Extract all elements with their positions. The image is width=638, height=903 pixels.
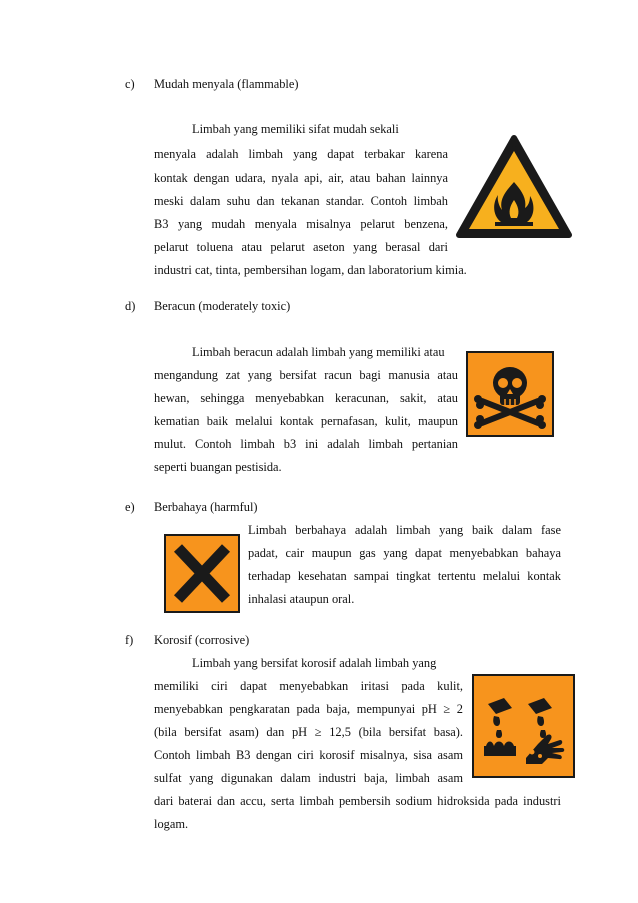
section-f-line-2: memiliki ciri dapat menyebabkan iritasi pada kulit, bbox=[154, 679, 463, 693]
section-d-line-4: kematian baik melalui kontak pernafasan, kulit, maupun bbox=[154, 414, 458, 428]
section-f-heading: Korosif (corrosive) bbox=[154, 633, 250, 647]
section-f-line-1: Limbah yang bersifat korosif adalah limbah yang bbox=[192, 656, 437, 670]
section-f-marker: f) bbox=[125, 633, 134, 647]
section-e-marker: e) bbox=[125, 500, 135, 514]
section-d-line-6: seperti buangan pestisida. bbox=[154, 460, 282, 474]
section-d-line-1: Limbah beracun adalah limbah yang memiliki atau bbox=[192, 345, 445, 359]
section-e-line-1: Limbah berbahaya adalah limbah yang baik dalam fase bbox=[248, 523, 561, 537]
section-d-marker: d) bbox=[125, 299, 136, 313]
section-d-line-2: mengandung zat yang bersifat racun bagi manusia atau bbox=[154, 368, 458, 382]
section-e-line-4: inhalasi ataupun oral. bbox=[248, 592, 355, 606]
section-c-line-4: meski dalam suhu dan tekanan standar. Contoh limbah bbox=[154, 194, 448, 208]
section-e-heading: Berbahaya (harmful) bbox=[154, 500, 258, 514]
section-f-line-4: (bila bersifat asam) dan pH ≥ 12,5 (bila bersifat basa). bbox=[154, 725, 463, 739]
section-c-line-6: pelarut toluena atau pelarut aseton yang berasal dari bbox=[154, 240, 448, 254]
section-e-line-3: terhadap kesehatan sampai tingkat tertentu melalui kontak bbox=[248, 569, 561, 583]
toxic-skull-icon bbox=[466, 351, 554, 437]
flammable-warning-icon bbox=[455, 134, 573, 240]
section-f-line-5: Contoh limbah B3 dengan ciri korosif misalnya, sisa asam bbox=[154, 748, 463, 762]
section-f-line-6: sulfat yang digunakan dalam industri baja, limbah asam bbox=[154, 771, 463, 785]
section-c-line-1: Limbah yang memiliki sifat mudah sekali bbox=[192, 122, 399, 136]
section-d-heading: Beracun (moderately toxic) bbox=[154, 299, 291, 313]
corrosive-icon bbox=[472, 674, 575, 778]
section-c-heading: Mudah menyala (flammable) bbox=[154, 77, 299, 91]
section-c-marker: c) bbox=[125, 77, 135, 91]
section-c-line-7: industri cat, tinta, pembersihan logam, dan laboratorium kimia. bbox=[154, 263, 467, 277]
section-c-line-5: B3 yang mudah menyala misalnya pelarut benzena, bbox=[154, 217, 448, 231]
section-f-line-8: logam. bbox=[154, 817, 189, 831]
section-e-line-2: padat, cair maupun gas yang dapat menyebabkan bahaya bbox=[248, 546, 561, 560]
harmful-x-icon bbox=[164, 534, 240, 613]
section-c-line-3: kontak dengan udara, nyala api, air, atau bahan lainnya bbox=[154, 171, 448, 185]
section-c-line-2: menyala adalah limbah yang dapat terbakar karena bbox=[154, 147, 448, 161]
section-f-line-7: dari baterai dan accu, serta limbah pembersih sodium hidroksida pada industri bbox=[154, 794, 561, 808]
section-d-line-5: mulut. Contoh limbah b3 ini adalah limbah pertanian bbox=[154, 437, 458, 451]
section-d-line-3: hewan, sehingga menyebabkan keracunan, sakit, atau bbox=[154, 391, 458, 405]
section-f-line-3: menyebabkan pengkaratan pada baja, mempunyai pH ≥ 2 bbox=[154, 702, 463, 716]
